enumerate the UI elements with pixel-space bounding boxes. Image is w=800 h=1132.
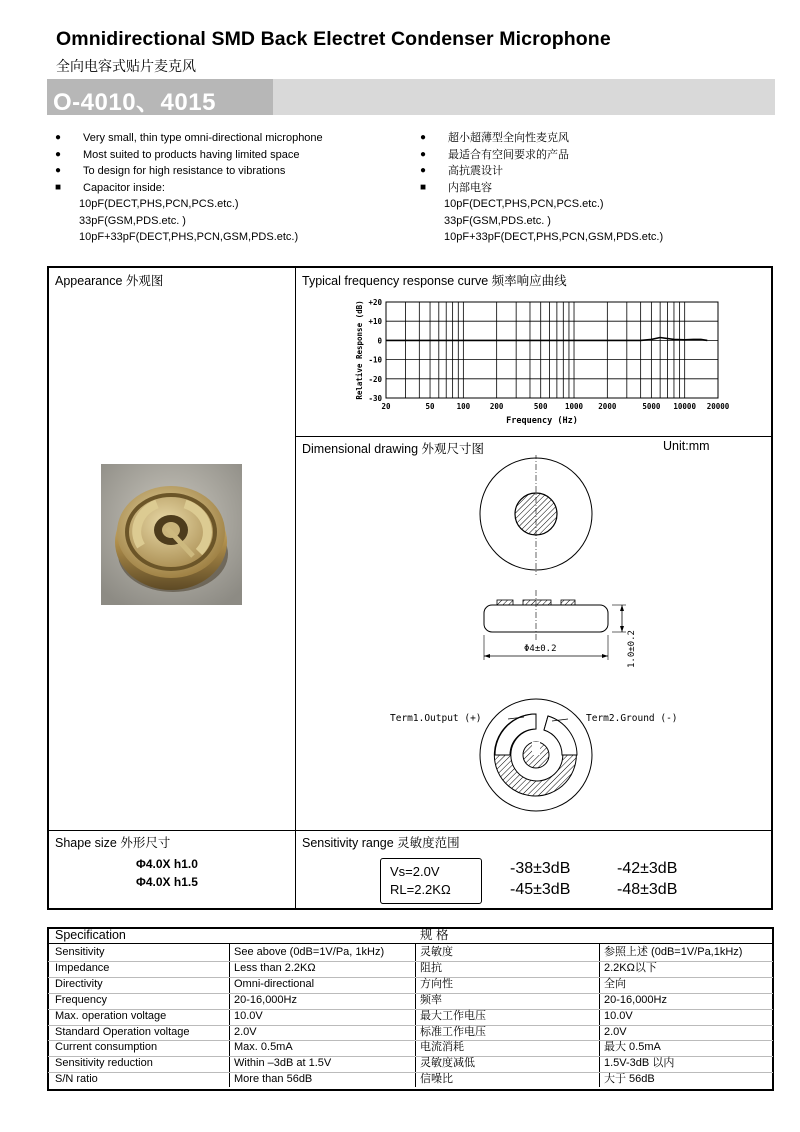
spec-param-cn: 最大工作电压 — [420, 1009, 486, 1022]
features-english — [55, 130, 395, 246]
x-tick-label: 50 — [425, 402, 435, 411]
bullet-icon: ● — [420, 165, 427, 176]
spec-value: More than 56dB — [234, 1073, 313, 1086]
panel-divider-frequency — [296, 436, 772, 437]
spec-value: Within –3dB at 1.5V — [234, 1057, 332, 1070]
y-tick-label: 0 — [377, 336, 382, 346]
feature-item — [55, 130, 395, 147]
model-number: O-4010、4015 — [53, 89, 216, 116]
spec-value-cn: 大于 56dB — [604, 1073, 655, 1086]
page-title: Omnidirectional SMD Back Electret Condenser Microphone — [56, 28, 611, 50]
spec-param: Current consumption — [55, 1041, 158, 1054]
spec-param: Sensitivity — [55, 946, 105, 958]
x-tick-label: 5000 — [642, 402, 661, 411]
top-view — [480, 455, 592, 575]
feature-text: Capacitor inside: — [83, 181, 165, 194]
feature-text: 33pF(GSM,PDS.etc. ) — [444, 214, 551, 227]
feature-item — [420, 130, 760, 147]
bullet-icon: ● — [420, 148, 427, 160]
y-tick-label: -20 — [368, 374, 382, 384]
spec-header-en: Specification — [55, 928, 126, 942]
spec-param-cn: 电流消耗 — [420, 1041, 464, 1054]
x-tick-label: 20000 — [706, 402, 730, 411]
page-subtitle: 全向电容式贴片麦克风 — [56, 58, 196, 74]
feature-item — [420, 147, 760, 164]
shape-size-1: Φ4.0X h1.0 — [136, 857, 198, 871]
feature-text: To design for high resistance to vibrations — [83, 165, 286, 177]
sensitivity-rl: RL=2.2KΩ — [390, 882, 451, 897]
feature-item — [55, 147, 395, 164]
spec-value-cn: 参照上述 (0dB=1V/Pa,1kHz) — [604, 946, 743, 958]
bullet-icon: ● — [55, 148, 62, 160]
spec-value-cn: 1.5V-3dB 以内 — [604, 1057, 675, 1070]
side-view — [484, 590, 637, 668]
spec-column-divider — [599, 944, 600, 1087]
feature-text: Most suited to products having limited space — [83, 148, 300, 161]
feature-text: 高抗震设计 — [448, 165, 503, 177]
y-tick-label: +10 — [368, 317, 382, 327]
spec-param-cn: 灵敏度 — [420, 946, 453, 958]
feature-text: Very small, thin type omni-directional microphone — [83, 132, 323, 144]
feature-item — [420, 196, 760, 213]
spec-value-cn: 最大 0.5mA — [604, 1041, 661, 1054]
frequency-label: Typical frequency response curve 频率响应曲线 — [302, 274, 567, 288]
feature-text: 内部电容 — [448, 181, 492, 194]
feature-item — [55, 229, 395, 246]
plot-frame — [386, 302, 718, 398]
spec-value: See above (0dB=1V/Pa, 1kHz) — [234, 946, 385, 958]
spec-param-cn: 阻抗 — [420, 961, 442, 974]
spec-value: Less than 2.2KΩ — [234, 961, 316, 974]
frequency-response-chart — [350, 294, 745, 430]
bullet-icon: ■ — [55, 181, 62, 193]
spec-row-divider — [48, 961, 773, 962]
spec-row-divider — [48, 977, 773, 978]
dimensional-drawing — [460, 455, 700, 820]
spec-header-divider — [48, 943, 773, 944]
spec-value: 2.0V — [234, 1025, 257, 1038]
term2-label: Term2.Ground (-) — [586, 713, 678, 724]
spec-param-cn: 标准工作电压 — [420, 1025, 486, 1038]
feature-text: 超小超薄型全向性麦克风 — [448, 132, 569, 144]
bullet-icon: ■ — [420, 181, 427, 193]
spec-value-cn: 10.0V — [604, 1009, 633, 1022]
height-dimension: 1.0±0.2 — [627, 630, 637, 668]
feature-item — [420, 213, 760, 230]
feature-text: 10pF(DECT,PHS,PCN,PCS.etc.) — [444, 198, 604, 210]
feature-item — [420, 229, 760, 246]
sensitivity-value-2: -42±3dB — [617, 860, 678, 877]
spec-param: Max. operation voltage — [55, 1009, 167, 1022]
sensitivity-value-1: -38±3dB — [510, 860, 571, 877]
bottom-view — [480, 699, 592, 811]
spec-value: Max. 0.5mA — [234, 1041, 293, 1054]
microphone-photo — [101, 464, 242, 605]
spec-param-cn: 灵敏度减低 — [420, 1057, 475, 1070]
spec-value-cn: 2.2KΩ以下 — [604, 961, 657, 974]
features-chinese — [420, 130, 760, 246]
term1-label: Term1.Output (+) — [390, 713, 482, 724]
panel-divider-bottom — [48, 830, 772, 831]
x-tick-label: 500 — [533, 402, 548, 411]
spec-column-divider — [229, 944, 230, 1087]
spec-value-cn: 20-16,000Hz — [604, 993, 667, 1006]
y-tick-label: +20 — [368, 298, 382, 307]
x-tick-label: 10000 — [673, 402, 696, 411]
panel-divider-vertical — [295, 267, 296, 909]
appearance-label: Appearance 外观图 — [55, 274, 164, 288]
sensitivity-label: Sensitivity range 灵敏度范围 — [302, 836, 460, 850]
y-tick-label: -30 — [368, 394, 382, 403]
y-tick-label: -10 — [368, 355, 382, 365]
diameter-dimension: Φ4±0.2 — [524, 644, 557, 654]
sensitivity-vs: Vs=2.0V — [390, 864, 440, 879]
x-tick-label: 20 — [381, 402, 391, 411]
bullet-icon: ● — [55, 165, 62, 176]
spec-value: 20-16,000Hz — [234, 993, 297, 1006]
spec-value-cn: 全向 — [604, 977, 626, 990]
feature-text: 10pF(DECT,PHS,PCN,PCS.etc.) — [79, 198, 239, 210]
spec-param-cn: 方向性 — [420, 977, 453, 990]
bullet-icon: ● — [55, 132, 62, 143]
feature-text: 10pF+33pF(DECT,PHS,PCN,GSM,PDS.etc.) — [444, 231, 664, 243]
spec-value: 10.0V — [234, 1009, 263, 1022]
feature-item — [420, 163, 760, 180]
spec-column-divider — [415, 944, 416, 1087]
feature-text: 最适合有空间要求的产品 — [448, 148, 569, 161]
x-tick-label: 2000 — [598, 402, 617, 411]
feature-text: 33pF(GSM,PDS.etc. ) — [79, 214, 186, 227]
spec-param: Frequency — [55, 993, 107, 1006]
spec-row-divider — [48, 1072, 773, 1073]
spec-header-cn: 规 格 — [420, 928, 449, 942]
feature-item — [55, 163, 395, 180]
y-axis-label: Relative Response (dB) — [355, 300, 364, 400]
spec-param-cn: 频率 — [420, 993, 442, 1006]
spec-value-cn: 2.0V — [604, 1025, 627, 1038]
spec-param: S/N ratio — [55, 1073, 98, 1086]
dimensional-label: Dimensional drawing 外观尺寸图 — [302, 442, 485, 456]
spec-param: Sensitivity reduction — [55, 1057, 153, 1070]
spec-param: Standard Operation voltage — [55, 1025, 190, 1038]
feature-text: 10pF+33pF(DECT,PHS,PCN,GSM,PDS.etc.) — [79, 231, 299, 243]
spec-param: Impedance — [55, 961, 110, 974]
spec-param: Directivity — [55, 977, 103, 990]
feature-item — [55, 196, 395, 213]
x-tick-label: 100 — [456, 402, 471, 411]
feature-item — [420, 180, 760, 197]
sensitivity-value-3: -45±3dB — [510, 881, 571, 898]
x-tick-label: 200 — [489, 402, 504, 411]
bullet-icon: ● — [420, 132, 427, 143]
sensitivity-value-4: -48±3dB — [617, 881, 678, 898]
shape-size-2: Φ4.0X h1.5 — [136, 875, 198, 889]
feature-item — [55, 180, 395, 197]
x-tick-label: 1000 — [564, 402, 584, 411]
feature-item — [55, 213, 395, 230]
shape-label: Shape size 外形尺寸 — [55, 836, 171, 850]
spec-value: Omni-directional — [234, 977, 315, 990]
x-axis-label: Frequency (Hz) — [506, 416, 578, 426]
unit-label: Unit:mm — [663, 439, 710, 453]
spec-param-cn: 信噪比 — [420, 1073, 453, 1086]
